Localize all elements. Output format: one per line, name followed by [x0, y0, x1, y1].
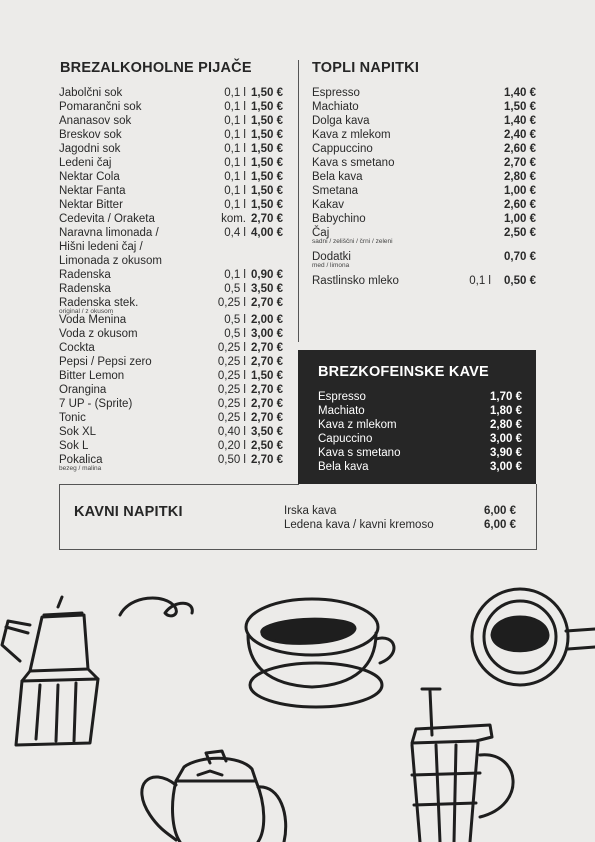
- item-price: 2,40 €: [504, 129, 536, 141]
- menu-item: [312, 184, 536, 198]
- item-price: 1,50 €: [251, 129, 283, 141]
- item-size: 0,50 l: [217, 454, 246, 466]
- item-size: 0,40 l: [217, 426, 246, 438]
- menu-item: [312, 226, 536, 250]
- menu-item: [312, 86, 536, 100]
- menu-item: [59, 369, 283, 383]
- item-size: 0,1 l: [224, 115, 246, 127]
- soft-drinks-list: [59, 86, 283, 470]
- item-name: Ledena kava / kavni kremoso: [284, 519, 434, 531]
- column-divider: [298, 60, 299, 342]
- item-price: 2,70 €: [251, 454, 283, 466]
- menu-item: [312, 170, 536, 184]
- item-name: Pokalica: [59, 454, 103, 466]
- item-name: Sok XL: [59, 426, 97, 438]
- frame-top-line: [59, 484, 299, 485]
- menu-item: [318, 446, 522, 460]
- item-size: 0,25 l: [217, 342, 246, 354]
- menu-item: [312, 128, 536, 142]
- item-price: 1,40 €: [504, 115, 536, 127]
- item-price: 3,00 €: [490, 433, 522, 445]
- item-name: Voda z okusom: [59, 328, 138, 340]
- item-name: Cedevita / Oraketa: [59, 213, 155, 225]
- item-name: Nektar Bitter: [59, 199, 123, 211]
- menu-item: [59, 383, 283, 397]
- menu-item: [59, 327, 283, 341]
- item-name: Radenska: [59, 283, 111, 295]
- item-price: 3,90 €: [490, 447, 522, 459]
- item-name: Pomarančni sok: [59, 101, 142, 113]
- item-size: 0,4 l: [224, 227, 246, 239]
- item-size: 0,1 l: [224, 269, 246, 281]
- item-price: 1,50 €: [251, 171, 283, 183]
- menu-item: [312, 212, 536, 226]
- item-price: 3,50 €: [251, 426, 283, 438]
- menu-item: [59, 397, 283, 411]
- item-name: Cockta: [59, 342, 95, 354]
- hot-drinks-list: [312, 86, 536, 288]
- item-name: Espresso: [312, 87, 360, 99]
- item-name: Kava z mlekom: [312, 129, 391, 141]
- item-price: 3,00 €: [490, 461, 522, 473]
- item-size: 0,25 l: [217, 370, 246, 382]
- item-name: Radenska stek.: [59, 297, 139, 309]
- menu-item: [312, 274, 536, 288]
- item-size: 0,1 l: [469, 275, 491, 287]
- decaf-box: [298, 350, 536, 484]
- item-size: 0,1 l: [224, 143, 246, 155]
- section-title-hot-drinks: TOPLI NAPITKI: [312, 60, 420, 76]
- item-name: Voda Menina: [59, 314, 127, 326]
- menu-item: [59, 86, 283, 100]
- moka-pot-icon: [2, 597, 98, 745]
- item-name: Breskov sok: [59, 129, 122, 141]
- item-note: sadni / zeliščni / črni / zeleni: [312, 238, 393, 245]
- item-name: Tonic: [59, 412, 86, 424]
- item-price: 1,70 €: [490, 391, 522, 403]
- menu-item: [59, 142, 283, 156]
- item-size: kom.: [221, 213, 246, 225]
- menu-item: [312, 198, 536, 212]
- item-note: bezeg / malina: [59, 465, 102, 472]
- item-price: 2,60 €: [504, 199, 536, 211]
- menu-item: [59, 128, 283, 142]
- item-price: 1,50 €: [251, 115, 283, 127]
- item-size: 0,1 l: [224, 87, 246, 99]
- item-note: med / limona: [312, 262, 350, 269]
- item-note: original / z okusom: [59, 308, 114, 315]
- menu-item: [312, 156, 536, 170]
- item-size: 0,20 l: [217, 440, 246, 452]
- item-name: Nektar Cola: [59, 171, 120, 183]
- item-price: 1,50 €: [251, 87, 283, 99]
- item-price: 1,50 €: [504, 101, 536, 113]
- menu-item: [318, 390, 522, 404]
- item-size: 0,25 l: [217, 384, 246, 396]
- item-price: 1,00 €: [504, 185, 536, 197]
- menu-item: [59, 156, 283, 170]
- item-price: 6,00 €: [484, 505, 516, 517]
- item-size: 0,25 l: [217, 398, 246, 410]
- item-size: 0,1 l: [224, 199, 246, 211]
- item-name: 7 UP - (Sprite): [59, 398, 133, 410]
- item-size: 0,25 l: [217, 356, 246, 368]
- menu-item: [59, 341, 283, 355]
- menu-item: [318, 404, 522, 418]
- menu-item: [59, 100, 283, 114]
- item-price: 2,70 €: [251, 342, 283, 354]
- menu-item: [59, 170, 283, 184]
- menu-item: [59, 425, 283, 439]
- item-name: Machiato: [318, 405, 365, 417]
- menu-item: [318, 432, 522, 446]
- item-name: Smetana: [312, 185, 359, 197]
- item-name: Espresso: [318, 391, 366, 403]
- menu-item: [59, 411, 283, 425]
- item-size: 0,25 l: [217, 412, 246, 424]
- menu-item: [318, 418, 522, 432]
- menu-item: [284, 504, 516, 518]
- item-size: 0,25 l: [217, 297, 246, 309]
- item-size: 0,1 l: [224, 171, 246, 183]
- decaf-list: [318, 390, 522, 474]
- item-price: 1,50 €: [251, 370, 283, 382]
- item-name: Kava s smetano: [318, 447, 401, 459]
- section-title-decaf: BREZKOFEINSKE KAVE: [318, 364, 489, 380]
- item-name: Dolga kava: [312, 115, 370, 127]
- item-name: Ledeni čaj: [59, 157, 112, 169]
- menu-item: [59, 212, 283, 226]
- item-price: 2,70 €: [251, 356, 283, 368]
- menu-item: [59, 439, 283, 453]
- item-name: Jabolčni sok: [59, 87, 123, 99]
- item-price: 2,50 €: [251, 440, 283, 452]
- item-price: 0,70 €: [504, 251, 536, 263]
- menu-item: [318, 460, 522, 474]
- item-name: Bela kava: [312, 171, 363, 183]
- item-price: 1,40 €: [504, 87, 536, 99]
- item-price: 6,00 €: [484, 519, 516, 531]
- steam-swirl-icon: [120, 598, 192, 616]
- coffee-illustrations: [0, 585, 595, 842]
- section-title-soft-drinks: BREZALKOHOLNE PIJAČE: [60, 60, 252, 76]
- item-price: 1,80 €: [490, 405, 522, 417]
- item-price: 2,70 €: [251, 297, 283, 309]
- section-title-coffee-drinks: KAVNI NAPITKI: [74, 504, 183, 520]
- item-name: Nektar Fanta: [59, 185, 126, 197]
- item-name: Čaj: [312, 227, 330, 239]
- item-price: 1,50 €: [251, 199, 283, 211]
- item-size: 0,1 l: [224, 157, 246, 169]
- item-size: 0,5 l: [224, 328, 246, 340]
- item-price: 2,70 €: [251, 412, 283, 424]
- item-size: 0,5 l: [224, 314, 246, 326]
- item-price: 2,00 €: [251, 314, 283, 326]
- menu-item: [312, 250, 536, 274]
- item-name: Rastlinsko mleko: [312, 275, 399, 287]
- item-name: Bitter Lemon: [59, 370, 125, 382]
- item-price: 2,80 €: [490, 419, 522, 431]
- menu-item: [312, 114, 536, 128]
- item-name: Capuccino: [318, 433, 373, 445]
- item-name: Dodatki: [312, 251, 351, 263]
- item-name: Radenska: [59, 269, 111, 281]
- item-name: Irska kava: [284, 505, 337, 517]
- french-press-icon: [412, 689, 513, 842]
- menu-item: [59, 355, 283, 369]
- item-price: 2,80 €: [504, 171, 536, 183]
- item-price: 0,50 €: [504, 275, 536, 287]
- item-size: 0,1 l: [224, 129, 246, 141]
- item-price: 1,50 €: [251, 101, 283, 113]
- item-name: Kakav: [312, 199, 344, 211]
- item-price: 3,50 €: [251, 283, 283, 295]
- item-price: 2,70 €: [251, 213, 283, 225]
- menu-item: [59, 313, 283, 327]
- item-price: 3,00 €: [251, 328, 283, 340]
- item-name: Naravna limonada / Hišni ledeni čaj / Limonada z okusom: [59, 227, 162, 267]
- item-price: 2,50 €: [504, 227, 536, 239]
- menu-item: [312, 142, 536, 156]
- item-price: 2,60 €: [504, 143, 536, 155]
- item-price: 1,00 €: [504, 213, 536, 225]
- item-name: Ananasov sok: [59, 115, 132, 127]
- coffee-cup-saucer-icon: [246, 599, 394, 707]
- item-price: 1,50 €: [251, 185, 283, 197]
- item-name: Jagodni sok: [59, 143, 121, 155]
- menu-item: [59, 226, 283, 268]
- item-size: 0,1 l: [224, 101, 246, 113]
- item-price: 2,70 €: [251, 398, 283, 410]
- teapot-icon: [142, 751, 286, 842]
- espresso-cup-topview-icon: [472, 589, 595, 685]
- item-name: Kava z mlekom: [318, 419, 397, 431]
- menu-item: [59, 198, 283, 212]
- menu-item: [59, 282, 283, 296]
- item-price: 2,70 €: [251, 384, 283, 396]
- item-price: 1,50 €: [251, 143, 283, 155]
- menu-item: [59, 114, 283, 128]
- menu-item: [284, 518, 516, 532]
- item-name: Kava s smetano: [312, 157, 395, 169]
- menu-item: [59, 453, 283, 470]
- item-size: 0,1 l: [224, 185, 246, 197]
- menu-item: [312, 100, 536, 114]
- item-name: Cappuccino: [312, 143, 373, 155]
- item-price: 0,90 €: [251, 269, 283, 281]
- item-name: Machiato: [312, 101, 359, 113]
- item-price: 4,00 €: [251, 227, 283, 239]
- item-name: Babychino: [312, 213, 366, 225]
- coffee-drinks-list: [284, 504, 516, 532]
- menu-item: [59, 184, 283, 198]
- menu-item: [59, 296, 283, 313]
- item-price: 2,70 €: [504, 157, 536, 169]
- item-price: 1,50 €: [251, 157, 283, 169]
- item-name: Bela kava: [318, 461, 369, 473]
- item-name: Sok L: [59, 440, 89, 452]
- menu-item: [59, 268, 283, 282]
- item-name: Pepsi / Pepsi zero: [59, 356, 152, 368]
- item-size: 0,5 l: [224, 283, 246, 295]
- item-name: Orangina: [59, 384, 107, 396]
